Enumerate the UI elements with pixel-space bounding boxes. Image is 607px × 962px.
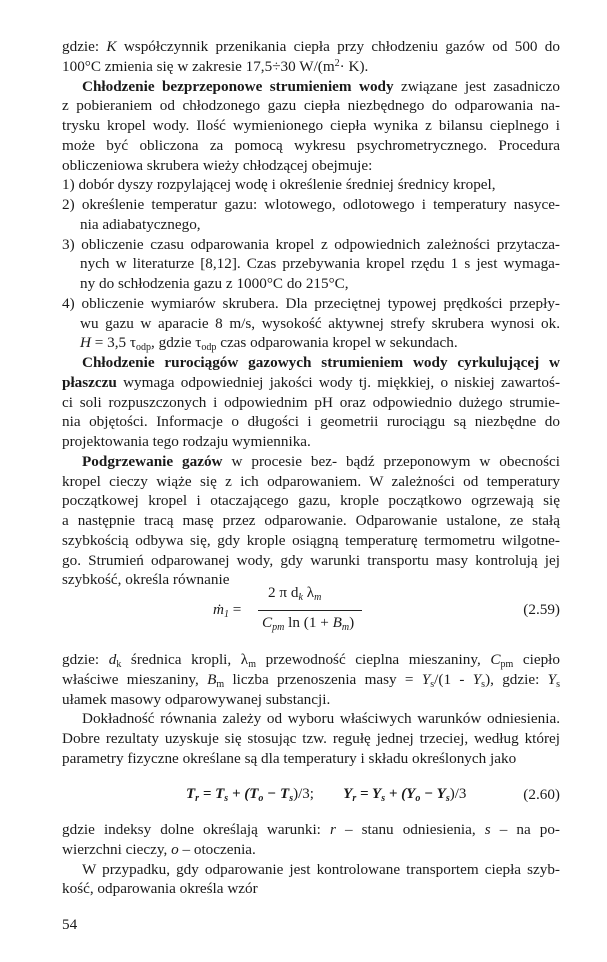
text-line (62, 294, 560, 314)
text-segment: Y (421, 670, 431, 688)
text-segment: pm (500, 659, 514, 670)
eq-den-c-sub: pm (272, 622, 285, 633)
text-segment: kropel cieczy wiąże się z ich odparowaniem. W zależności od temperatury (62, 472, 560, 490)
text-segment: związane jest zasadniczo (393, 77, 560, 95)
eq-sub: s (445, 793, 450, 804)
eq-part: − T (263, 786, 290, 802)
text-segment: · K). (339, 57, 369, 75)
text-line (62, 314, 560, 334)
text-segment: r (329, 821, 336, 838)
fraction-bar (258, 610, 362, 611)
text-segment: odp (136, 342, 152, 354)
eq-den-close: ) (349, 614, 355, 631)
text-line (62, 96, 560, 116)
text-segment: gdzie indeksy dolne określają warunki: (62, 821, 330, 838)
text-segment: s (481, 678, 486, 690)
text-segment: , gdzie τ (151, 334, 202, 352)
text-block-cooling (62, 37, 560, 590)
eq-sub: r (352, 793, 357, 804)
text-line (62, 452, 560, 472)
text-segment: Chłodzenie rurociągów gazowych strumieniem wody cyrkulującej w (82, 354, 560, 371)
text-segment: początkowej kropel i otaczającego gazu, krople początkowo ogrzewają się (62, 492, 560, 510)
text-segment: kość, odparowania określa wzór (62, 880, 258, 898)
text-segment: płaszczu (62, 373, 117, 391)
text-segment: 1) dobór dyszy rozpylającej wodę i określenie średniej średnicy kropel, (62, 176, 496, 194)
eq-numerator: 2 π d (268, 584, 299, 601)
text-line (62, 472, 560, 492)
eq-part: = T (199, 786, 225, 802)
text-line (62, 57, 560, 77)
text-segment: Chłodzenie bezprzeponowe strumieniem wody (82, 77, 394, 95)
text-line (62, 412, 560, 432)
text-line (62, 195, 560, 215)
text-line (62, 393, 560, 413)
text-segment: Y (472, 670, 482, 688)
text-line (62, 215, 560, 235)
text-block-indices (62, 820, 560, 899)
text-line (62, 116, 560, 136)
text-segment: ), gdzie: (485, 670, 548, 688)
eq-part: Y (343, 786, 353, 802)
text-segment: trysku kropel wody. Ilość wymienionego ciepła wynika z bilansu cieplnego i (62, 117, 560, 134)
text-segment: obliczeniowa skrubera wieży chłodzącej obejmuje: (62, 156, 373, 174)
text-segment: liczba przenoszenia masy = (224, 670, 422, 688)
eq-den-b: B (332, 614, 342, 631)
eq-part: + (Y (385, 786, 416, 802)
text-segment: nia objętości. Informacje o długości i geometrii rurociągu są niezbędne do (62, 413, 560, 431)
eq-sub: o (258, 793, 264, 804)
text-segment: B (207, 670, 217, 688)
text-segment: H (80, 334, 91, 352)
text-segment: w procesie bez- bądź przeponowym w obecności (222, 452, 560, 470)
text-segment: odp (201, 342, 217, 354)
text-segment: nia adiabatycznego, (80, 215, 201, 233)
text-segment: nych w literaturze [8,12]. Czas przebywania kropel rzędu 1 s jest wymaga- (80, 255, 560, 273)
text-segment: m (248, 659, 256, 670)
text-segment: C (490, 651, 501, 668)
text-line (62, 175, 560, 195)
text-segment: Dokładność równania zależy od wyboru właściwych warunków odniesienia. (82, 710, 560, 728)
eq-part: = Y (356, 786, 382, 802)
text-segment: wierzchni cieczy, (62, 840, 172, 858)
text-line (62, 156, 560, 176)
text-segment: ciepło (513, 651, 560, 668)
text-line (62, 690, 560, 710)
text-line (62, 333, 560, 353)
text-segment: wu gazu w aparacie 8 m/s, wysokość aktywnej strefy skrubera wynosi ok. (80, 314, 560, 332)
eq-num-sub: k (298, 592, 303, 603)
text-segment: s (430, 678, 435, 690)
text-block-definitions (62, 650, 560, 769)
page-number: 54 (62, 916, 78, 933)
text-line (62, 353, 560, 373)
text-line (62, 749, 560, 769)
text-segment: czas odparowania kropel w sekundach. (216, 334, 458, 352)
text-segment: 100°C zmienia się w zakresie 17,5÷30 W/(m (62, 57, 335, 75)
eq-part: )/3 (449, 786, 467, 802)
text-segment: szybkością odbywa się, gdy krople osiągną temperaturę termometru wilgotne- (62, 531, 560, 549)
text-segment: ci soli rozpuszczonych i odpowiednim pH oraz odpowiednio dużego strumie- (62, 393, 560, 411)
text-segment: d (108, 651, 117, 668)
text-line (62, 37, 560, 57)
text-segment: – stanu odniesienia, (335, 821, 485, 838)
text-segment: go. Strumień odparowanej wody, gdy warunki transportu masy kontrolują jej (62, 551, 560, 569)
equation-number: (2.59) (523, 601, 560, 618)
eq-sub: o (415, 793, 421, 804)
text-segment: z pobieraniem od chłodzonego gazu ciepła niezbędnego do odparowania na- (62, 97, 560, 115)
eq-sub: s (381, 793, 386, 804)
equation-number: (2.60) (523, 786, 560, 803)
text-segment: ułamek masowy odparowywanej substancji. (62, 690, 331, 708)
eq-den-b-sub: m (341, 622, 350, 633)
text-segment: 3) obliczenie czasu odparowania kropel z odpowiednich zależności przytacza- (62, 235, 560, 253)
eq-sub: s (224, 793, 229, 804)
text-line (62, 373, 560, 393)
text-line (62, 235, 560, 255)
text-segment: K (106, 38, 117, 55)
eq-lambda: λ (302, 584, 315, 601)
text-segment: właściwe mieszaniny, (62, 670, 208, 688)
text-segment: – otoczenia. (178, 840, 256, 858)
text-segment: Y (547, 670, 557, 688)
text-segment: projektowania tego rodzaju wymiennika. (62, 433, 311, 450)
text-segment: m (216, 678, 225, 690)
text-line (62, 531, 560, 551)
text-segment: Podgrzewanie gazów (82, 452, 223, 470)
text-segment: średnica kropli, λ (121, 651, 249, 668)
text-segment: ny do schłodzenia gazu z 1000°C do 215°C, (80, 275, 349, 292)
text-line (62, 254, 560, 274)
text-segment: parametry fizyczne określane są dla temperatury i składu określonych jako (62, 749, 517, 767)
text-line (62, 650, 560, 670)
text-line (62, 670, 560, 690)
text-segment: 2 (334, 57, 340, 69)
text-line (62, 709, 560, 729)
text-segment: współczynnik przenikania ciepła przy chłodzeniu gazów od 500 do (116, 38, 560, 55)
text-line (62, 729, 560, 749)
text-segment: s (484, 821, 491, 838)
text-line (62, 551, 560, 571)
eq-lambda-sub: m (314, 592, 322, 603)
eq-part: − Y (420, 786, 446, 802)
text-line (62, 491, 560, 511)
eq-part: )/3; (293, 786, 314, 802)
eq-sub: s (289, 793, 294, 804)
text-segment: wymaga odpowiedniej jakości wody tj. miękkiej, o niskiej zawartoś- (116, 373, 560, 391)
eq-den-c: C (262, 614, 273, 631)
text-line (62, 860, 560, 880)
text-segment: o (171, 840, 179, 858)
text-segment: k (116, 659, 122, 670)
text-line (62, 879, 560, 899)
text-segment: a następnie tracą masę przez odparowanie. Odparowanie ustalone, ze stałą (62, 512, 560, 529)
eq-sign: = (232, 601, 242, 618)
eq-part: + (T (228, 786, 259, 802)
text-segment: /(1 - (434, 670, 473, 688)
eq-den-ln: ln (1 + (284, 614, 333, 631)
text-line (62, 77, 560, 97)
text-segment: s (556, 678, 560, 690)
text-line (62, 511, 560, 531)
text-segment: W przypadku, gdy odparowanie jest kontrolowane transportem ciepła szyb- (82, 860, 560, 878)
eq-lhs-sub: 1 (223, 609, 229, 620)
eq-part: T (186, 786, 196, 802)
text-segment: może być obliczona za pomocą wykresu psychrometrycznego. Procedura (62, 136, 560, 154)
text-segment: = 3,5 τ (90, 334, 137, 352)
text-segment: szybkość, określa równanie (62, 571, 230, 589)
eq-sub: r (195, 793, 200, 804)
text-line (62, 820, 560, 840)
text-segment: gdzie: (62, 651, 109, 668)
text-segment: gdzie: (62, 38, 107, 55)
text-segment: 2) określenie temperatur gazu: wlotowego, odlotowego i temperatury nasyce- (62, 196, 560, 213)
text-line (62, 274, 560, 294)
text-segment: przewodność cieplna mieszaniny, (255, 651, 491, 668)
text-line (62, 136, 560, 156)
text-line (62, 840, 560, 860)
text-line (62, 432, 560, 452)
text-segment: Dobre rezultaty uzyskuje się stosując tzw. regułę jednej trzeciej, według której (62, 730, 560, 747)
eq-lhs: ṁ (213, 601, 224, 618)
text-segment: – na po- (490, 821, 560, 838)
text-segment: 4) obliczenie wymiarów skrubera. Dla przeciętnej typowej prędkości przepły- (62, 294, 560, 312)
